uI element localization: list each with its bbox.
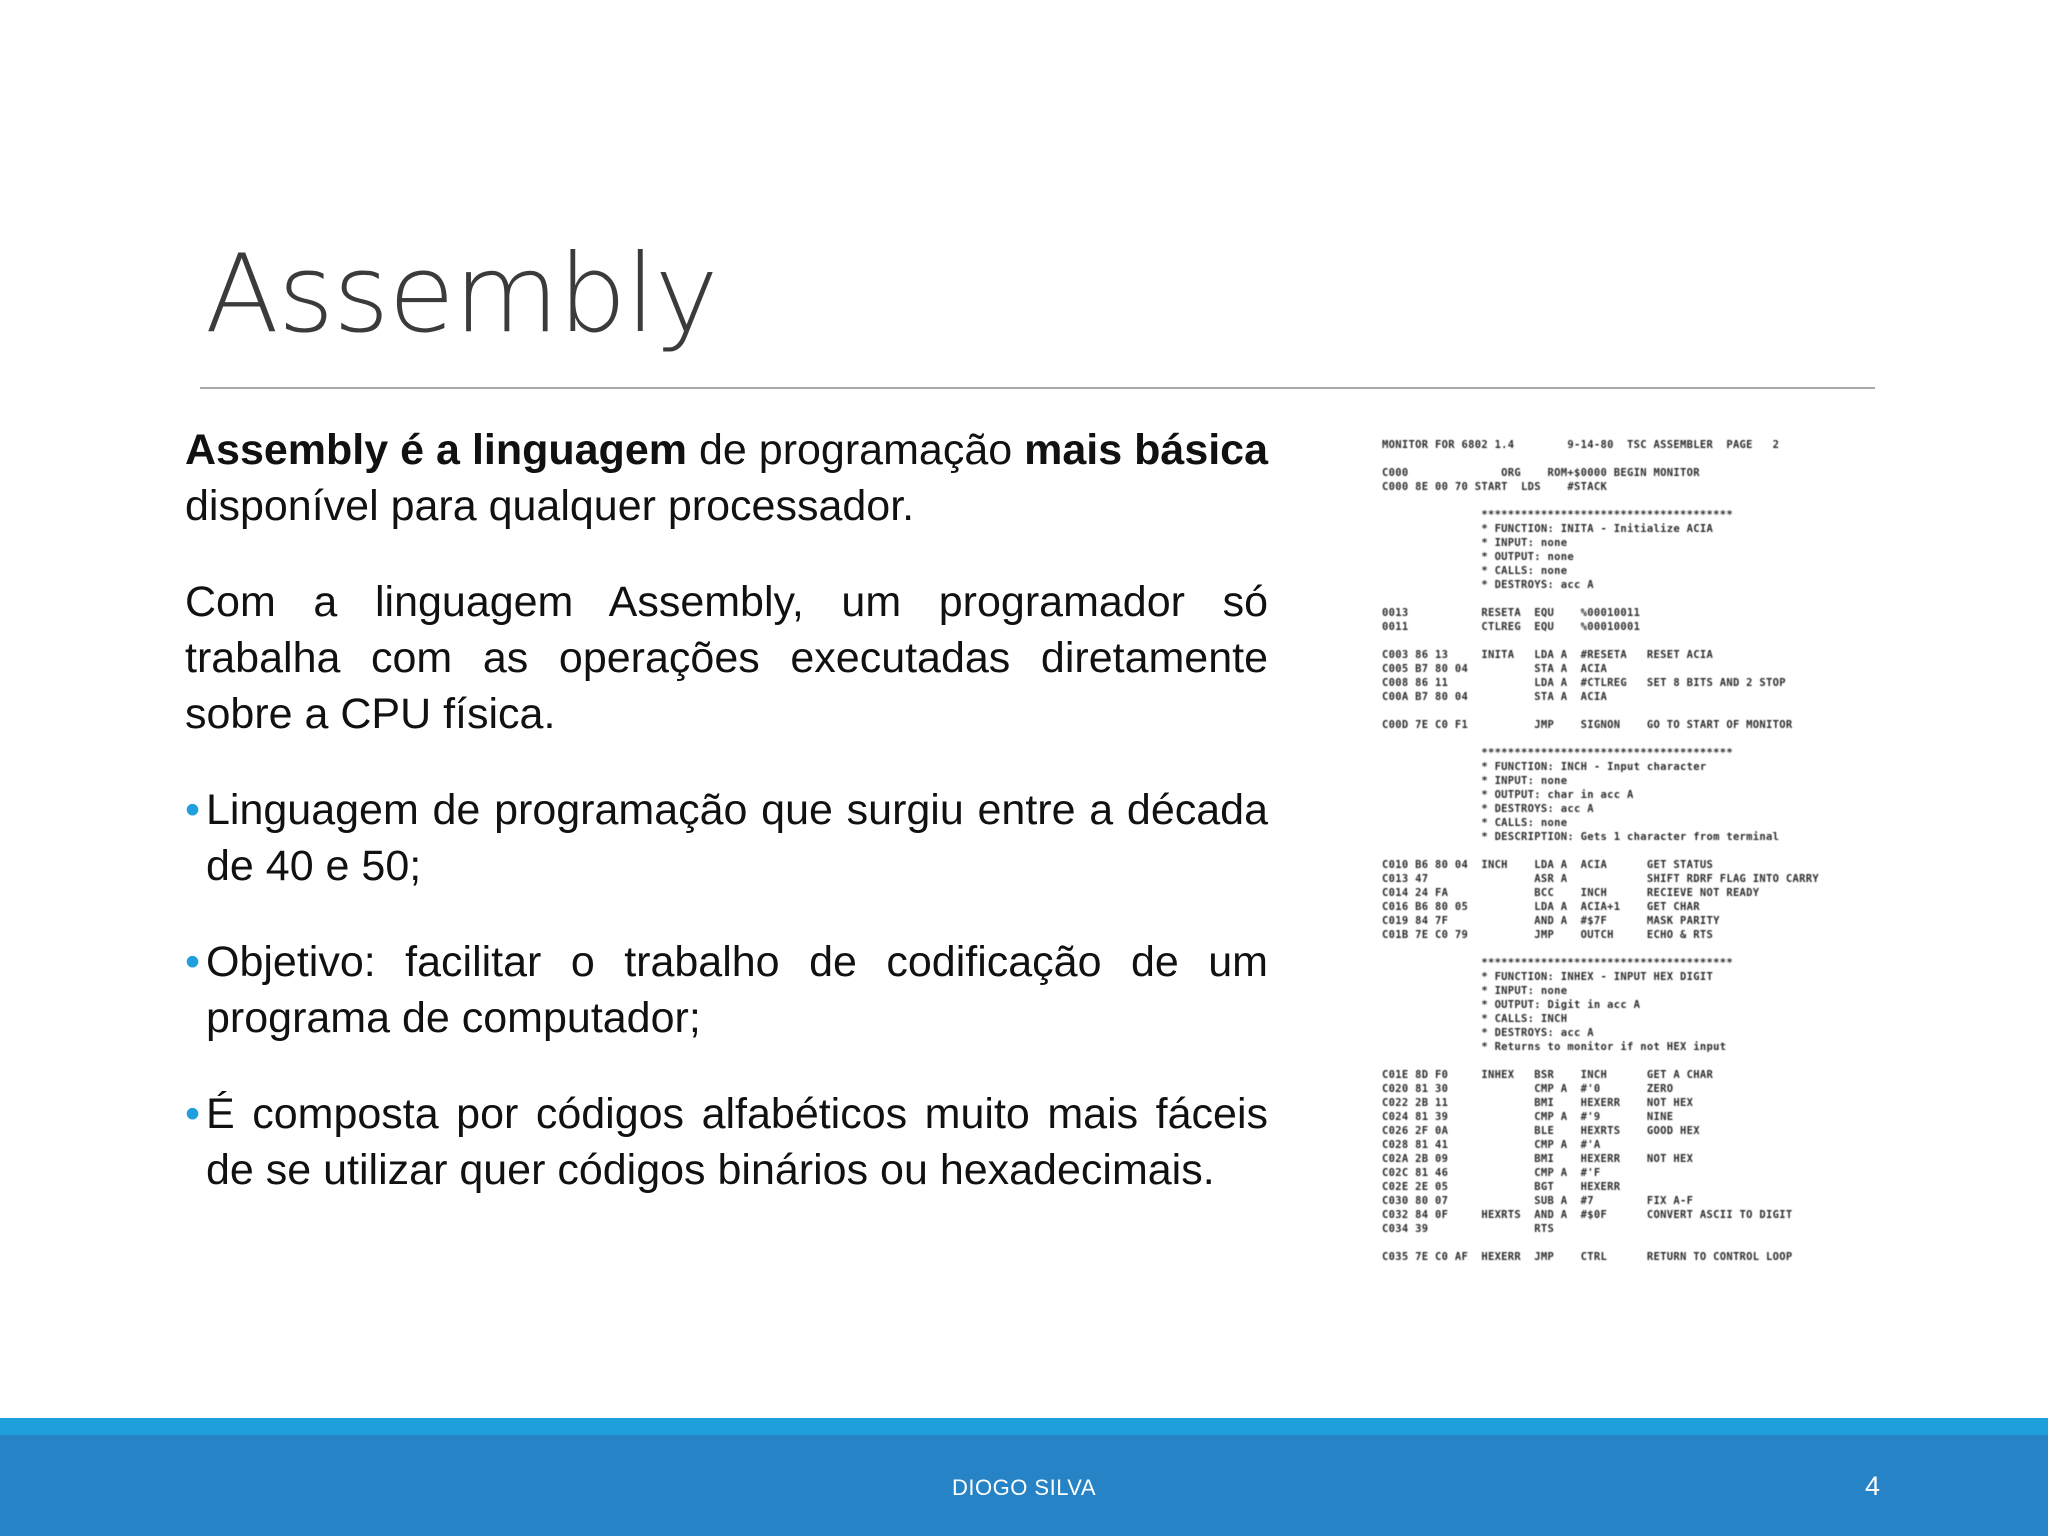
- listing-line: C008 86 11 LDA A #CTLREG SET 8 BITS AND 2 STOP: [1382, 677, 1786, 689]
- slide-title: Assembly: [205, 232, 718, 357]
- listing-line: C000 ORG ROM+$0000 BEGIN MONITOR: [1382, 467, 1700, 479]
- listing-line: 0011 CTLREG EQU %00010001: [1382, 621, 1641, 633]
- listing-line: C010 B6 80 04 INCH LDA A ACIA GET STATUS: [1382, 859, 1714, 871]
- footer-author: DIOGO SILVA: [951, 1475, 1097, 1500]
- listing-line: * OUTPUT: char in acc A: [1382, 789, 1634, 801]
- listing-line: * OUTPUT: Digit in acc A: [1382, 999, 1641, 1011]
- bold-text: Assembly é a linguagem: [185, 426, 687, 474]
- listing-line: C013 47 ASR A SHIFT RDRF FLAG INTO CARRY: [1382, 873, 1820, 885]
- slide-body: [185, 422, 1268, 1238]
- listing-line: [1382, 592, 1902, 606]
- intro-paragraph: [185, 422, 1268, 534]
- listing-line: MONITOR FOR 6802 1.4 9-14-80 TSC ASSEMBLER PAGE 2: [1382, 439, 1780, 451]
- listing-line: C016 B6 80 05 LDA A ACIA+1 GET CHAR: [1382, 901, 1700, 913]
- assembly-listing-image: [1382, 438, 1902, 1308]
- listing-line: * FUNCTION: INCH - Input character: [1382, 761, 1707, 773]
- footer-accent-stripe: [0, 1418, 2048, 1435]
- listing-line: [1382, 1054, 1902, 1068]
- listing-line: C01E 8D F0 INHEX BSR INCH GET A CHAR: [1382, 1069, 1714, 1081]
- listing-line: C019 84 7F AND A #$7F MASK PARITY: [1382, 915, 1720, 927]
- body-text: de programação: [686, 426, 1025, 474]
- title-divider: [200, 387, 1875, 389]
- bullet-text: É composta por códigos alfabéticos muito mais fáceis de se utilizar quer códigos binários ou hexadecimais.: [206, 1090, 1268, 1194]
- listing-line: C024 81 39 CMP A #'9 NINE: [1382, 1111, 1674, 1123]
- listing-line: C000 8E 00 70 START LDS #STACK: [1382, 481, 1608, 493]
- listing-line: C034 39 RTS: [1382, 1223, 1555, 1235]
- second-paragraph: Com a linguagem Assembly, um programador só trabalha com as operações executadas diretamente sobre a CPU física.: [185, 578, 1268, 738]
- listing-line: [1382, 1236, 1902, 1250]
- bullet-item: [185, 1086, 1268, 1198]
- listing-line: [1382, 942, 1902, 956]
- listing-line: C032 84 0F HEXRTS AND A #$0F CONVERT ASCII TO DIGIT: [1382, 1209, 1793, 1221]
- listing-line: * INPUT: none: [1382, 985, 1568, 997]
- bullet-icon: •: [185, 786, 201, 834]
- listing-line: C026 2F 0A BLE HEXRTS GOOD HEX: [1382, 1125, 1700, 1137]
- listing-line: C02E 2E 05 BGT HEXERR: [1382, 1181, 1621, 1193]
- listing-line: C00A B7 80 04 STA A ACIA: [1382, 691, 1608, 703]
- bullet-icon: •: [185, 1090, 201, 1138]
- listing-line: [1382, 634, 1902, 648]
- listing-line: **************************************: [1382, 509, 1733, 521]
- listing-line: [1382, 494, 1902, 508]
- listing-line: * CALLS: INCH: [1382, 1013, 1568, 1025]
- listing-line: * Returns to monitor if not HEX input: [1382, 1041, 1727, 1053]
- listing-line: * INPUT: none: [1382, 537, 1568, 549]
- listing-line: [1382, 452, 1902, 466]
- listing-line: C035 7E C0 AF HEXERR JMP CTRL RETURN TO CONTROL LOOP: [1382, 1251, 1793, 1263]
- listing-line: * FUNCTION: INITA - Initialize ACIA: [1382, 523, 1714, 535]
- listing-line: C00D 7E C0 F1 JMP SIGNON GO TO START OF MONITOR: [1382, 719, 1793, 731]
- listing-line: C005 B7 80 04 STA A ACIA: [1382, 663, 1608, 675]
- listing-line: * OUTPUT: none: [1382, 551, 1575, 563]
- listing-line: * FUNCTION: INHEX - INPUT HEX DIGIT: [1382, 971, 1714, 983]
- listing-line: * DESTROYS: acc A: [1382, 803, 1594, 815]
- listing-line: * DESCRIPTION: Gets 1 character from terminal: [1382, 831, 1780, 843]
- listing-line: C028 81 41 CMP A #'A: [1382, 1139, 1601, 1151]
- bold-text: mais básica: [1024, 426, 1269, 474]
- body-text: disponível para qualquer processador.: [185, 482, 915, 530]
- bullet-item: [185, 934, 1268, 1046]
- listing-line: * INPUT: none: [1382, 775, 1568, 787]
- listing-line: C022 2B 11 BMI HEXERR NOT HEX: [1382, 1097, 1694, 1109]
- bullet-text: Linguagem de programação que surgiu entre a década de 40 e 50;: [206, 786, 1268, 890]
- listing-line: * CALLS: none: [1382, 817, 1568, 829]
- listing-line: [1382, 732, 1902, 746]
- slide-number: 4: [1864, 1471, 1880, 1501]
- listing-line: C020 81 30 CMP A #'0 ZERO: [1382, 1083, 1674, 1095]
- bullet-item: [185, 782, 1268, 894]
- listing-line: C02A 2B 09 BMI HEXERR NOT HEX: [1382, 1153, 1694, 1165]
- bullet-text: Objetivo: facilitar o trabalho de codificação de um programa de computador;: [206, 938, 1268, 1042]
- listing-line: **************************************: [1382, 957, 1733, 969]
- listing-line: * CALLS: none: [1382, 565, 1568, 577]
- listing-line: **************************************: [1382, 747, 1733, 759]
- listing-line: C030 80 07 SUB A #7 FIX A-F: [1382, 1195, 1694, 1207]
- listing-line: C014 24 FA BCC INCH RECIEVE NOT READY: [1382, 887, 1760, 899]
- listing-line: [1382, 844, 1902, 858]
- listing-line: * DESTROYS: acc A: [1382, 579, 1594, 591]
- listing-line: C003 86 13 INITA LDA A #RESETA RESET ACIA: [1382, 649, 1714, 661]
- listing-line: 0013 RESETA EQU %00010011: [1382, 607, 1641, 619]
- listing-line: * DESTROYS: acc A: [1382, 1027, 1594, 1039]
- listing-line: C01B 7E C0 79 JMP OUTCH ECHO & RTS: [1382, 929, 1714, 941]
- listing-line: [1382, 704, 1902, 718]
- bullet-icon: •: [185, 938, 201, 986]
- listing-line: C02C 81 46 CMP A #'F: [1382, 1167, 1601, 1179]
